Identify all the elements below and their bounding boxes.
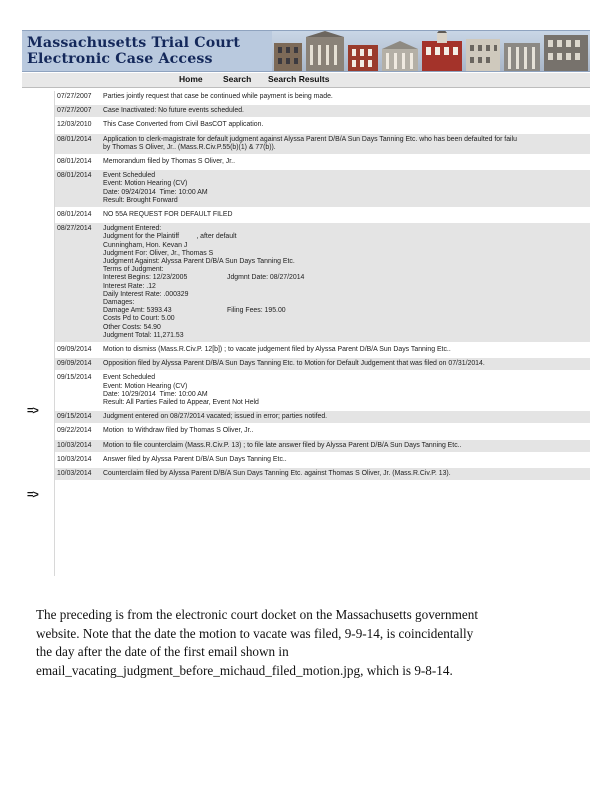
judgment-term <box>103 315 590 323</box>
site-banner <box>22 30 590 72</box>
docket-text-line: Judgment Against: Alyssa Parent D/B/A Sun Days Tanning Etc. <box>103 258 295 265</box>
note-line: the day after the date of the first email shown in <box>36 644 289 659</box>
docket-description <box>103 346 590 354</box>
docket-text-line: NO 55A REQUEST FOR DEFAULT FILED <box>103 211 233 218</box>
judgment-term-right: Jdgmnt Date: 08/27/2014 <box>227 274 305 282</box>
docket-date: 08/01/2014 <box>57 172 92 180</box>
docket-row <box>55 209 590 221</box>
docket-row <box>55 425 590 437</box>
docket-date: 09/22/2014 <box>57 427 92 435</box>
docket-date: 08/01/2014 <box>57 211 92 218</box>
docket-text-line: Judgment for the Plaintiff , after default <box>103 233 237 241</box>
docket-text-line: Event Scheduled <box>103 172 156 180</box>
docket-row <box>55 411 590 423</box>
docket-description <box>103 121 590 129</box>
docket-date: 08/01/2014 <box>57 158 92 165</box>
docket-date: 09/09/2014 <box>57 346 92 353</box>
site-title <box>27 35 240 67</box>
docket-description <box>103 374 590 407</box>
docket-row <box>55 91 590 103</box>
nav-search-link[interactable]: Search <box>223 74 252 84</box>
docket-row <box>55 119 590 131</box>
docket-text-line: Judgment Entered: <box>103 225 162 233</box>
explanatory-note <box>36 606 581 680</box>
judgment-term-left: Interest Rate: .12 <box>103 282 156 290</box>
docket-text-line: Answer filed by Alyssa Parent D/B/A Sun Days Tanning Etc.. <box>103 455 287 463</box>
docket-text-line: Memorandum filed by Thomas S Oliver, Jr.. <box>103 158 235 165</box>
docket-text-line: by Thomas S Oliver, Jr.. (Mass.R.Civ.P.55(b)(1) & 77(b)). <box>103 143 276 151</box>
judgment-term <box>103 324 590 332</box>
docket-description <box>103 158 590 166</box>
docket-panel <box>22 91 590 576</box>
note-line: The preceding is from the electronic court docket on the Massachusetts government <box>36 607 479 622</box>
docket-text-line: Event: Motion Hearing (CV) <box>103 180 188 188</box>
docket-text-line: This Case Converted from Civil BasCOT application. <box>103 121 264 129</box>
judgment-term-left: Damages: <box>103 298 135 306</box>
docket-date: 08/27/2014 <box>57 225 92 233</box>
docket-date: 07/27/2007 <box>57 107 92 115</box>
docket-row <box>55 156 590 168</box>
site-title-line1: Massachusetts Trial Court <box>27 35 241 51</box>
docket-description <box>103 93 590 101</box>
docket-date: 10/03/2014 <box>57 455 92 463</box>
judgment-term-left: Interest Begins: 12/23/2005 <box>103 274 188 282</box>
docket-description <box>103 470 590 478</box>
judgment-term <box>103 291 590 299</box>
docket-date: 07/27/2007 <box>57 93 92 100</box>
docket-row <box>55 372 590 409</box>
docket-description <box>103 442 590 450</box>
docket-text-line: Counterclaim filed by Alyssa Parent D/B/A Sun Days Tanning Etc. against Thomas S Oliver, Jr. (Mass.R.Civ.P. 13). <box>103 470 451 477</box>
judgment-term-left: Damage Amt: 5393.43 <box>103 307 172 315</box>
docket-text-line: Event Scheduled <box>103 374 156 382</box>
docket-row <box>55 358 590 370</box>
note-line: email_vacating_judgment_before_michaud_filed_motion.jpg, which is 9-8-14. <box>36 662 453 678</box>
site-title-line2: Electronic Case Access <box>27 51 213 67</box>
docket-date: 10/03/2014 <box>57 441 92 449</box>
docket-text-line: Result: Brought Forward <box>103 196 178 204</box>
judgment-term-left: Judgment Total: 11,271.53 <box>103 331 184 339</box>
courthouse-banner-image <box>272 31 590 71</box>
nav-home-link[interactable]: Home <box>179 74 203 84</box>
nav-search-results-link[interactable]: Search Results <box>268 74 330 84</box>
docket-row <box>55 454 590 466</box>
note-line: website. Note that the date the motion to vacate was filed, 9-9-14, is coincidentally <box>36 625 474 641</box>
judgment-term <box>103 307 590 315</box>
docket-text-line: Terms of Judgment: <box>103 266 164 274</box>
judgment-term <box>103 332 590 340</box>
arrow-marker-judgment-vacated: => <box>27 489 38 501</box>
docket-date: 09/15/2014 <box>57 374 92 382</box>
docket-text-line: Judgment For: Oliver, Jr., Thomas S <box>103 249 214 257</box>
docket-date: 12/03/2010 <box>57 121 92 129</box>
docket-text-line: Opposition filed by Alyssa Parent D/B/A Sun Days Tanning Etc. to Motion for Default Judgement that was filed on 07/31/2014. <box>103 360 485 368</box>
docket-row <box>55 134 590 154</box>
docket-description <box>103 456 590 464</box>
docket-date: 09/15/2014 <box>57 413 92 421</box>
docket-text-line: Motion to dismiss (Mass.R.Civ.P. 12[b]) ; to vacate judgement filed by Alyssa Parent D/B/A Sun Days Tanning Etc.. <box>103 346 451 353</box>
docket-description <box>103 360 590 368</box>
docket-row <box>55 468 590 480</box>
judgment-term-left: Daily Interest Rate: .000329 <box>103 290 189 298</box>
docket-row <box>55 223 590 342</box>
docket-text-line: Cunningham, Hon. Kevan J <box>103 241 188 249</box>
left-gutter <box>22 91 55 576</box>
docket-text-line: Event: Motion Hearing (CV) <box>103 382 188 390</box>
docket-description <box>103 413 590 421</box>
docket-text-line: Application to clerk-magistrate for default judgment against Alyssa Parent D/B/A Sun Days Tanning Etc. who has been defaulted for failu <box>103 135 517 143</box>
arrow-marker-motion-to-vacate: => <box>27 405 38 417</box>
judgment-term <box>103 283 590 291</box>
judgment-term <box>103 274 590 282</box>
judgment-term-left: Other Costs: 54.90 <box>103 323 161 331</box>
docket-description <box>103 107 590 115</box>
docket-date: 09/09/2014 <box>57 360 92 368</box>
docket-description <box>103 211 590 219</box>
judgment-term <box>103 299 590 307</box>
docket-description <box>103 225 590 340</box>
docket-row <box>55 344 590 356</box>
docket-text-line: Date: 10/29/2014 Time: 10:00 AM <box>103 390 208 398</box>
judgment-term-left: Costs Pd to Court: 5.00 <box>103 315 175 323</box>
docket-row <box>55 105 590 117</box>
docket-date: 10/03/2014 <box>57 470 92 477</box>
docket-text-line: Motion to Withdraw filed by Thomas S Oliver, Jr.. <box>103 427 254 435</box>
docket-description <box>103 427 590 435</box>
docket-text-line: Motion to file counterclaim (Mass.R.Civ.P. 13) ; to file late answer filed by Alyssa Parent D/B/A Sun Days Tanning Etc.. <box>103 441 462 449</box>
docket-text-line: Judgment entered on 08/27/2014 vacated; issued in error; parties notifed. <box>103 413 328 421</box>
docket-text-line: Result: All Parties Failed to Appear, Event Not Held <box>103 399 259 406</box>
top-navigation <box>22 73 590 88</box>
docket-text-line: Case Inactivated: No future events scheduled. <box>103 107 244 115</box>
judgment-term-right: Filing Fees: 195.00 <box>227 307 286 315</box>
docket-text-line: Parties jointly request that case be continued while payment is being made. <box>103 93 333 100</box>
docket-row <box>55 170 590 207</box>
docket-description <box>103 136 590 152</box>
docket-date: 08/01/2014 <box>57 135 92 143</box>
docket-text-line: Date: 09/24/2014 Time: 10:00 AM <box>103 188 208 196</box>
docket-row <box>55 440 590 452</box>
docket-description <box>103 172 590 205</box>
